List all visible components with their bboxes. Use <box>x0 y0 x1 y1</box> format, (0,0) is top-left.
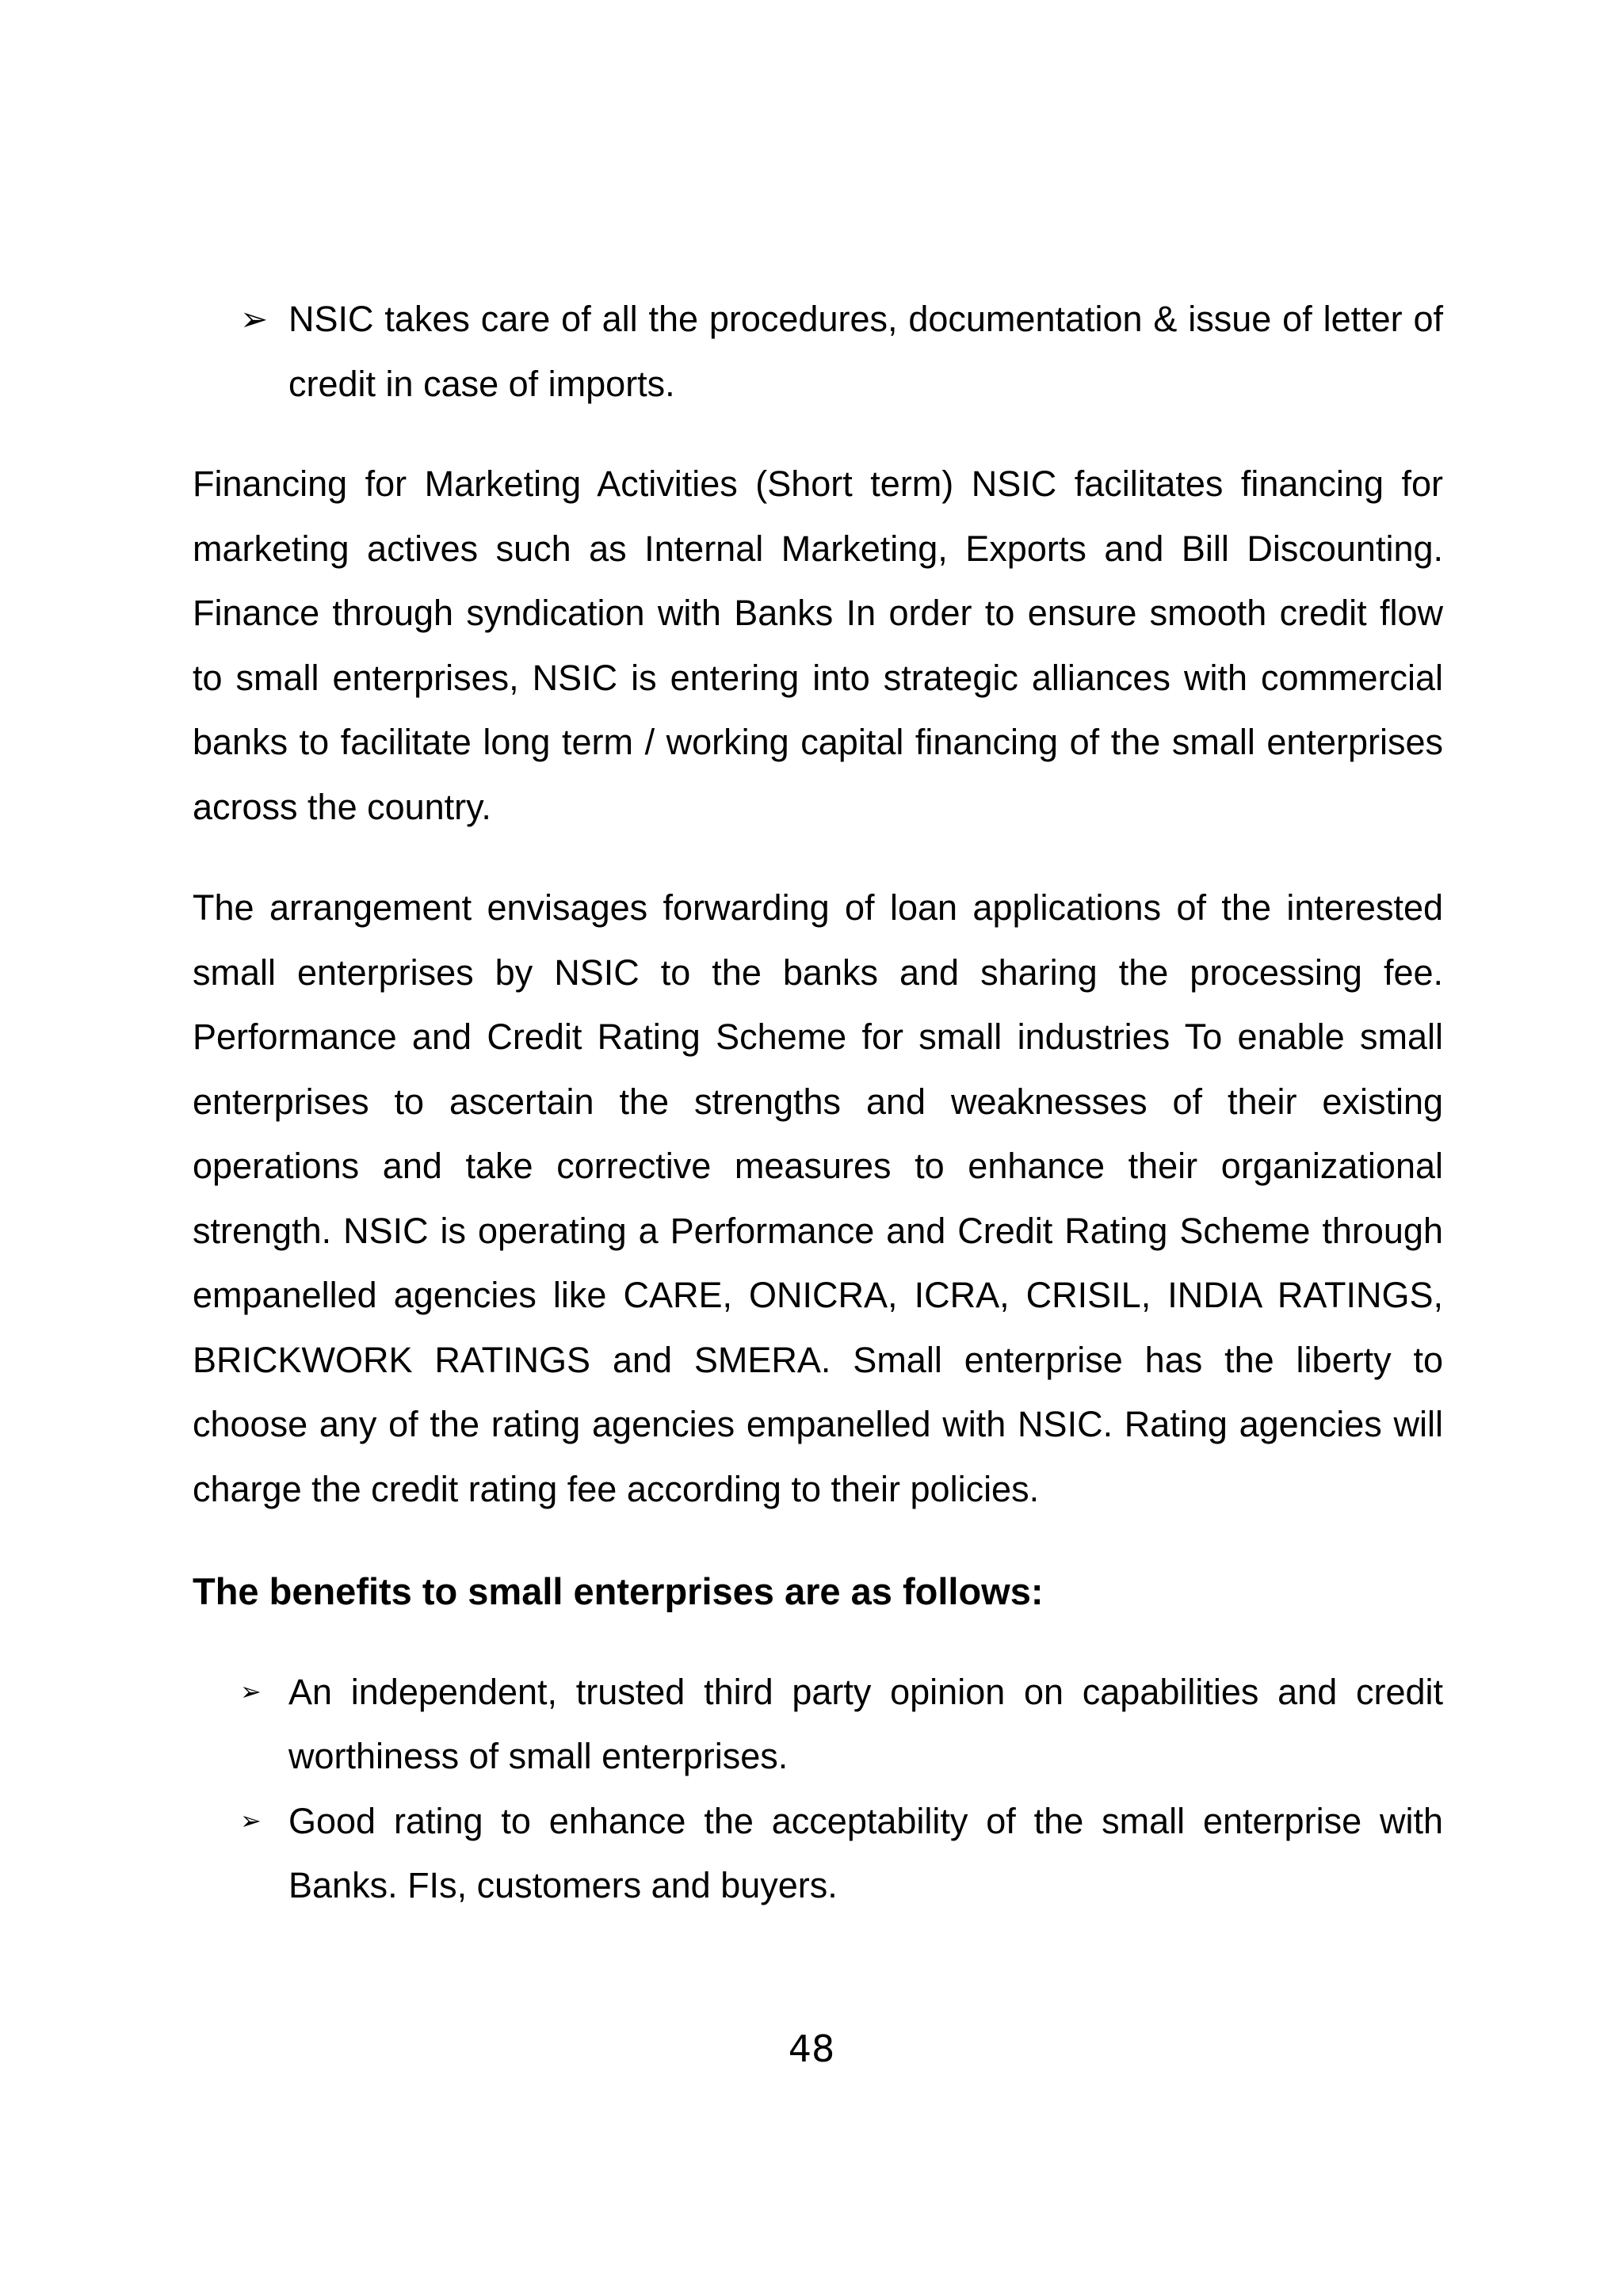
bullet-list-imports <box>193 287 1443 416</box>
page-content <box>193 287 1443 1918</box>
section-heading: The benefits to small enterprises are as follows: <box>193 1570 1044 1612</box>
paragraph-rating-scheme: The arrangement envisages forwarding of loan applications of the interested small enterprises by NSIC to the banks and sharing the processing fee. Performance and Credit Rating Scheme for small industries To enable small enterprises to ascertain the strengths and weaknesses of their existing operations and take corrective measures to enhance their organizational strength. NSIC is operating a Performance and Credit Rating Scheme through empanelled agencies like CARE, ONICRA, ICRA, CRISIL, INDIA RATINGS, BRICKWORK RATINGS and SMERA. Small enterprise has the liberty to choose any of the rating agencies empanelled with NSIC. Rating agencies will charge the credit rating fee according to their policies. <box>193 887 1443 1509</box>
bullet-text: Good rating to enhance the acceptability of the small enterprise with Banks. FIs, customers and buyers. <box>288 1800 1443 1905</box>
arrow-bullet-icon: ➢ <box>240 299 269 338</box>
list-item <box>193 287 1443 416</box>
paragraph-marketing-finance: Financing for Marketing Activities (Short term) NSIC facilitates financing for marketing actives such as Internal Marketing, Exports and Bill Discounting. Finance through syndication with Banks In order to ensure smooth credit flow to small enterprises, NSIC is entering into strategic alliances with commercial banks to facilitate long term / working capital financing of the small enterprises across the country. <box>193 463 1443 827</box>
arrow-bullet-icon: ➢ <box>240 1676 262 1707</box>
bullet-text: NSIC takes care of all the procedures, documentation & issue of letter of credit in case of imports. <box>288 299 1443 404</box>
bullet-text: An independent, trusted third party opinion on capabilities and credit worthiness of small enterprises. <box>288 1671 1443 1776</box>
page-number: 48 <box>788 2027 835 2070</box>
list-item <box>193 1789 1443 1918</box>
bullet-list-benefits <box>193 1660 1443 1918</box>
arrow-bullet-icon: ➢ <box>240 1805 262 1836</box>
list-item <box>193 1660 1443 1789</box>
